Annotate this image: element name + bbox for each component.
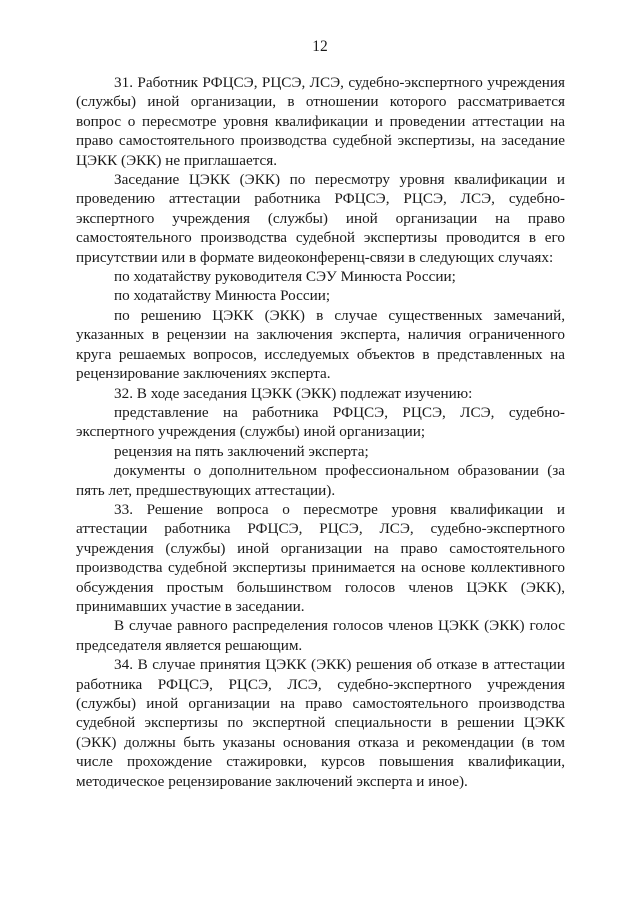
list-item-representation: представление на работника РФЦСЭ, РЦСЭ, ЛСЭ, судебно-экспертного учреждения (службы) иной организации; — [76, 403, 565, 441]
list-item-seu-request: по ходатайству руководителя СЭУ Минюста России; — [114, 268, 456, 286]
list-item-review: рецензия на пять заключений эксперта; — [114, 442, 369, 460]
paragraph-meeting-conditions: Заседание ЦЭКК (ЭКК) по пересмотру уровня квалификации и проведению аттестации работника РФЦСЭ, РЦСЭ, ЛСЭ, судебно-экспертного учреждения (службы) иной организации на право самостоятельного производства судебной экспертизы проводится в его присутствии или в формате видеоконференц-связи в следующих случаях: — [76, 171, 565, 266]
list-item-education-documents: документы о дополнительном профессиональном образовании (за пять лет, предшествующих аттестации). — [76, 462, 565, 499]
list-item-ekk-decision: по решению ЦЭКК (ЭКК) в случае существенных замечаний, указанных в рецензии на заключения эксперта, наличия ограниченного круга решаемых вопросов, исследуемых объектов в представленных на рецензирование заключениях эксперта. — [76, 306, 565, 383]
list-item-ministry-request: по ходатайству Минюста России; — [114, 287, 331, 305]
paragraph-31: 31. Работник РФЦСЭ, РЦСЭ, ЛСЭ, судебно-экспертного учреждения (службы) иной организации, в отношении которого рассматривается вопрос о пересмотре уровня квалификации и проведении аттестации на право самостоятельного производства судебной экспертизы, на заседание ЦЭКК (ЭКК) не приглашается. — [76, 74, 565, 169]
paragraph-32: 32. В ходе заседания ЦЭКК (ЭКК) подлежат изучению: — [114, 384, 473, 402]
paragraph-tie-vote: В случае равного распределения голосов членов ЦЭКК (ЭКК) голос председателя является решающим. — [76, 617, 565, 654]
paragraph-34: 34. В случае принятия ЦЭКК (ЭКК) решения об отказе в аттестации работника РФЦСЭ, РЦСЭ, ЛСЭ, судебно-экспертного учреждения (службы) иной организации на право самостоятельного производства судебной экспертизы по экспертной специальности в решении ЦЭКК (ЭКК) должны быть указаны основания отказа и рекомендации (в том числе прохождение стажировки, курсов повышения квалификации, методическое рецензирование заключений эксперта и иное). — [76, 656, 565, 790]
paragraph-33: 33. Решение вопроса о пересмотре уровня квалификации и аттестации работника РФЦСЭ, РЦСЭ, ЛСЭ, судебно-экспертного учреждения (службы) иной организации на право самостоятельного производства судебной экспертизы принимается на основе коллективного обсуждения простым большинством голосов членов ЦЭКК (ЭКК), принимавших участие в заседании. — [76, 500, 565, 615]
document-body — [76, 73, 565, 791]
page-number: 12 — [312, 38, 328, 55]
